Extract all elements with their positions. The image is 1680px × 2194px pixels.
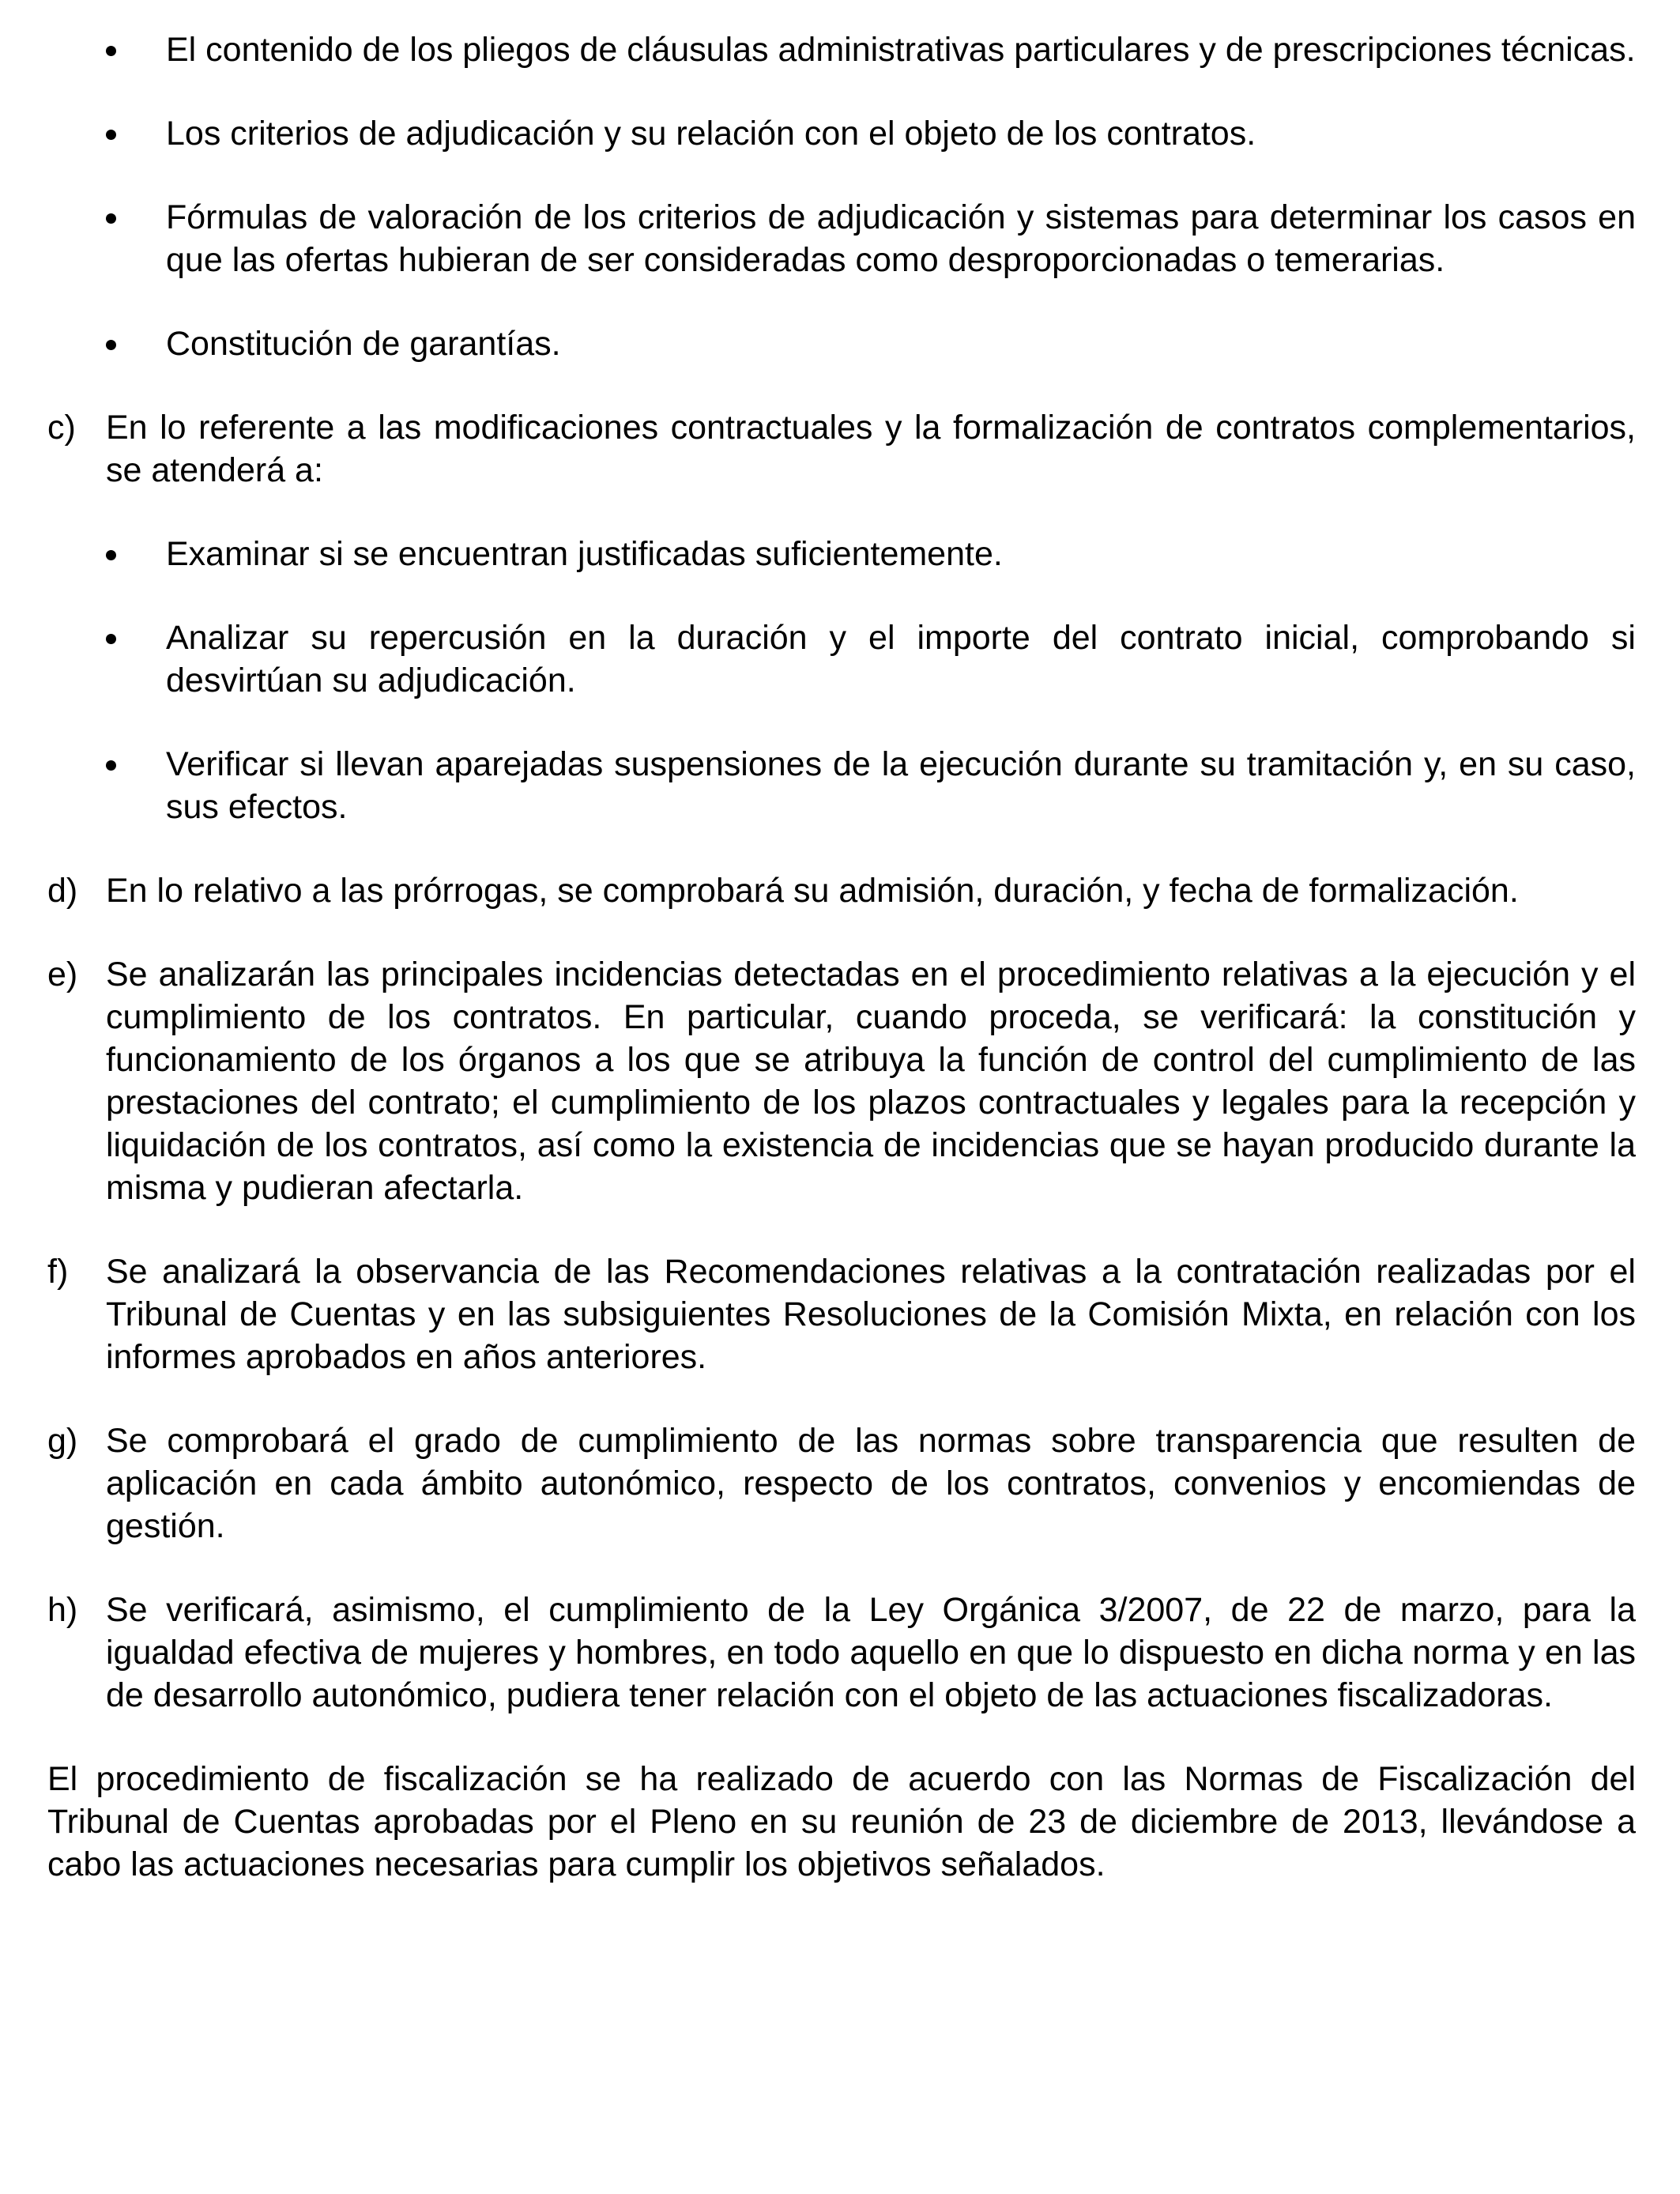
bullet-item-suspensiones: Verificar si llevan aparejadas suspensiones de la ejecución durante su tramitación y, en su caso, sus efectos. — [166, 743, 1636, 828]
document-page — [47, 28, 1636, 1886]
top-bullet-list — [166, 28, 1636, 365]
bullet-item-criterios: Los criterios de adjudicación y su relación con el objeto de los contratos. — [166, 112, 1636, 155]
item-d-letter: d) — [47, 872, 78, 910]
item-c-bullet-list — [166, 533, 1636, 828]
item-f — [47, 1250, 1636, 1378]
item-f-text: Se analizará la observancia de las Recomendaciones relativas a la contratación realizadas por el Tribunal de Cuentas y en las subsiguientes Resoluciones de la Comisión Mixta, en relación con los informes aprobados en años anteriores. — [106, 1253, 1636, 1376]
item-e-letter: e) — [47, 956, 78, 993]
item-f-letter: f) — [47, 1253, 69, 1291]
item-h-letter: h) — [47, 1591, 78, 1629]
bullet-item-justificadas: Examinar si se encuentran justificadas suficientemente. — [166, 533, 1636, 575]
item-h-text: Se verificará, asimismo, el cumplimiento de la Ley Orgánica 3/2007, de 22 de marzo, para la igualdad efectiva de mujeres y hombres, en todo aquello en que lo dispuesto en dicha norma y en las de desarrollo autonómico, pudiera tener relación con el objeto de las actuaciones fiscalizadoras. — [106, 1591, 1636, 1714]
closing-paragraph: El procedimiento de fiscalización se ha realizado de acuerdo con las Normas de Fiscalización del Tribunal de Cuentas aprobadas por el Pleno en su reunión de 23 de diciembre de 2013, llevándose a cabo las actuaciones necesarias para cumplir los objetivos señalados. — [47, 1760, 1636, 1883]
item-g — [47, 1419, 1636, 1547]
item-h — [47, 1589, 1636, 1717]
item-e-text: Se analizarán las principales incidencias detectadas en el procedimiento relativas a la ejecución y el cumplimiento de los contratos. En particular, cuando proceda, se verificará: la constitución y funcionamiento de los órganos a los que se atribuya la función de control del cumplimiento de las prestaciones del contrato; el cumplimiento de los plazos contractuales y legales para la recepción y liquidación de los contratos, así como la existencia de incidencias que se hayan producido durante la misma y pudieran afectarla. — [106, 956, 1636, 1207]
item-d-text: En lo relativo a las prórrogas, se comprobará su admisión, duración, y fecha de formalización. — [106, 872, 1519, 910]
bullet-item-formulas: Fórmulas de valoración de los criterios de adjudicación y sistemas para determinar los casos en que las ofertas hubieran de ser consideradas como desproporcionadas o temerarias. — [166, 196, 1636, 281]
bullet-item-pliegos: El contenido de los pliegos de cláusulas administrativas particulares y de prescripciones técnicas. — [166, 28, 1636, 71]
bullet-item-repercusion: Analizar su repercusión en la duración y el importe del contrato inicial, comprobando si desvirtúan su adjudicación. — [166, 616, 1636, 702]
item-c-text: En lo referente a las modificaciones contractuales y la formalización de contratos complementarios, se atenderá a: — [106, 409, 1636, 489]
item-g-letter: g) — [47, 1422, 78, 1460]
item-e — [47, 953, 1636, 1209]
bullet-item-garantias: Constitución de garantías. — [166, 322, 1636, 365]
item-c-letter: c) — [47, 409, 76, 447]
item-g-text: Se comprobará el grado de cumplimiento de las normas sobre transparencia que resulten de aplicación en cada ámbito autonómico, respecto de los contratos, convenios y encomiendas de gestión. — [106, 1422, 1636, 1545]
item-c — [47, 406, 1636, 828]
item-d — [47, 869, 1636, 912]
